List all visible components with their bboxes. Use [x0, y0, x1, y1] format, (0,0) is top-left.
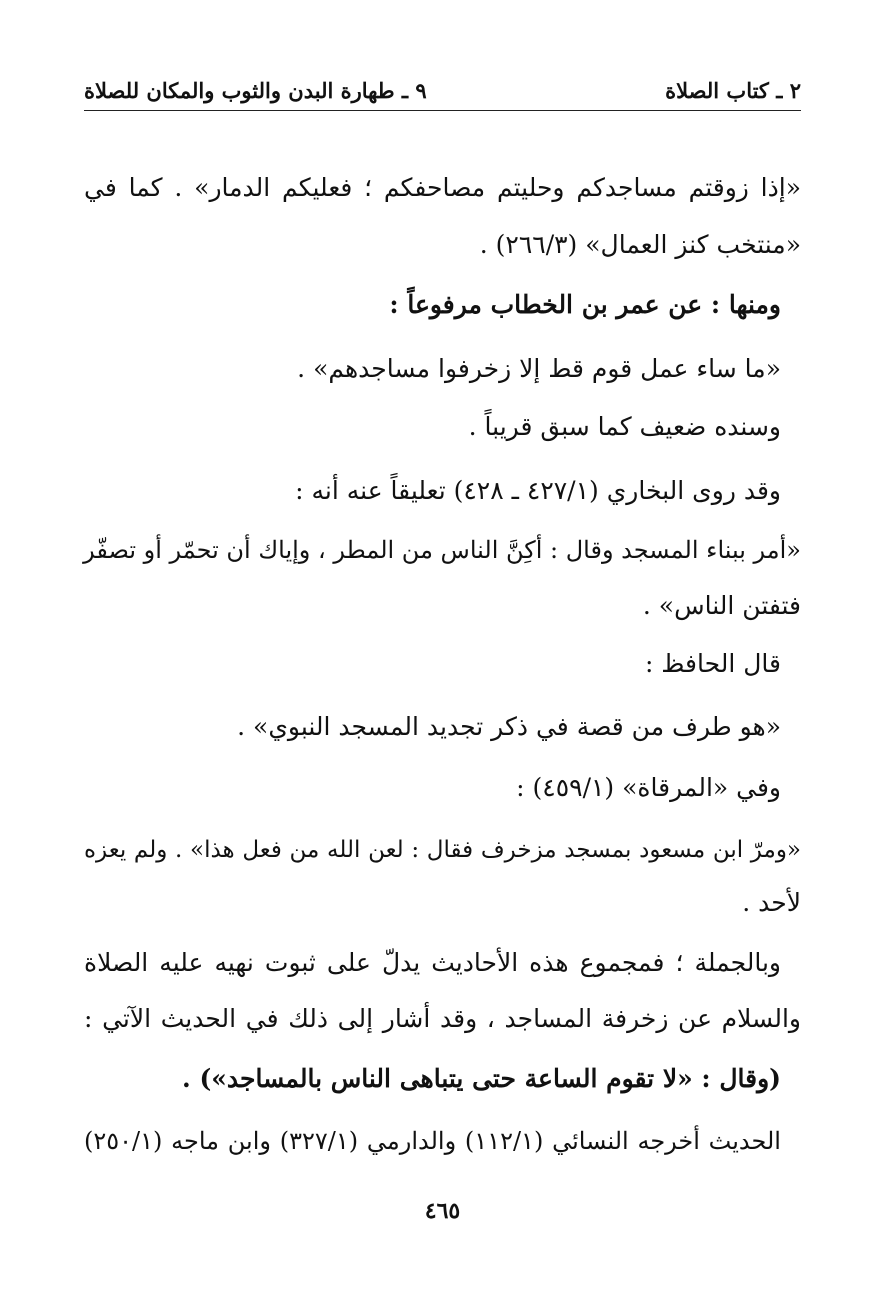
text-line: فتفتن الناس» . [642, 591, 801, 620]
text-line: لأحد . [742, 888, 801, 917]
header-section: ٩ ـ طهارة البدن والثوب والمكان للصلاة [84, 77, 427, 103]
text-line: وفي «المرقاة» (٤٥٩/١) : [516, 773, 781, 802]
header-chapter: ٢ ـ كتاب الصلاة [665, 77, 801, 103]
text-line: (وقال : «لا تقوم الساعة حتى يتباهى الناس بالمساجد») . [182, 1064, 781, 1093]
text-line: والسلام عن زخرفة المساجد ، وقد أشار إلى ذلك في الحديث الآتي : [84, 1004, 801, 1033]
text-line: «هو طرف من قصة في ذكر تجديد المسجد النبوي» . [237, 712, 781, 741]
text-line: «ومرّ ابن مسعود بمسجد مزخرف فقال : لعن الله من فعل هذا» . ولم يعزه [84, 837, 801, 863]
text-line: وبالجملة ؛ فمجموع هذه الأحاديث يدلّ على ثبوت نهيه عليه الصلاة [84, 948, 781, 977]
running-header [84, 70, 801, 111]
text-line: ومنها : عن عمر بن الخطاب مرفوعاً : [389, 290, 781, 319]
text-line: وسنده ضعيف كما سبق قريباً . [468, 412, 781, 441]
text-line: «منتخب كنز العمال» (٢٦٦/٣) . [479, 230, 801, 259]
page-number: ٤٦٥ [424, 1198, 461, 1224]
text-line: الحديث أخرجه النسائي (١١٢/١) والدارمي (٣٢٧/١) وابن ماجه (٢٥٠/١) [84, 1127, 781, 1155]
text-line: «ما ساء عمل قوم قط إلا زخرفوا مساجدهم» . [297, 354, 781, 383]
text-line: «أمر ببناء المسجد وقال : أكِنَّ الناس من المطر ، وإياك أن تحمّر أو تصفّر [83, 536, 801, 564]
text-line: قال الحافظ : [644, 649, 781, 678]
text-line: وقد روى البخاري (٤٢٧/١ ـ ٤٢٨) تعليقاً عنه أنه : [295, 476, 781, 505]
text-line: «إذا زوقتم مساجدكم وحليتم مصاحفكم ؛ فعليكم الدمار» . كما في [84, 173, 801, 202]
